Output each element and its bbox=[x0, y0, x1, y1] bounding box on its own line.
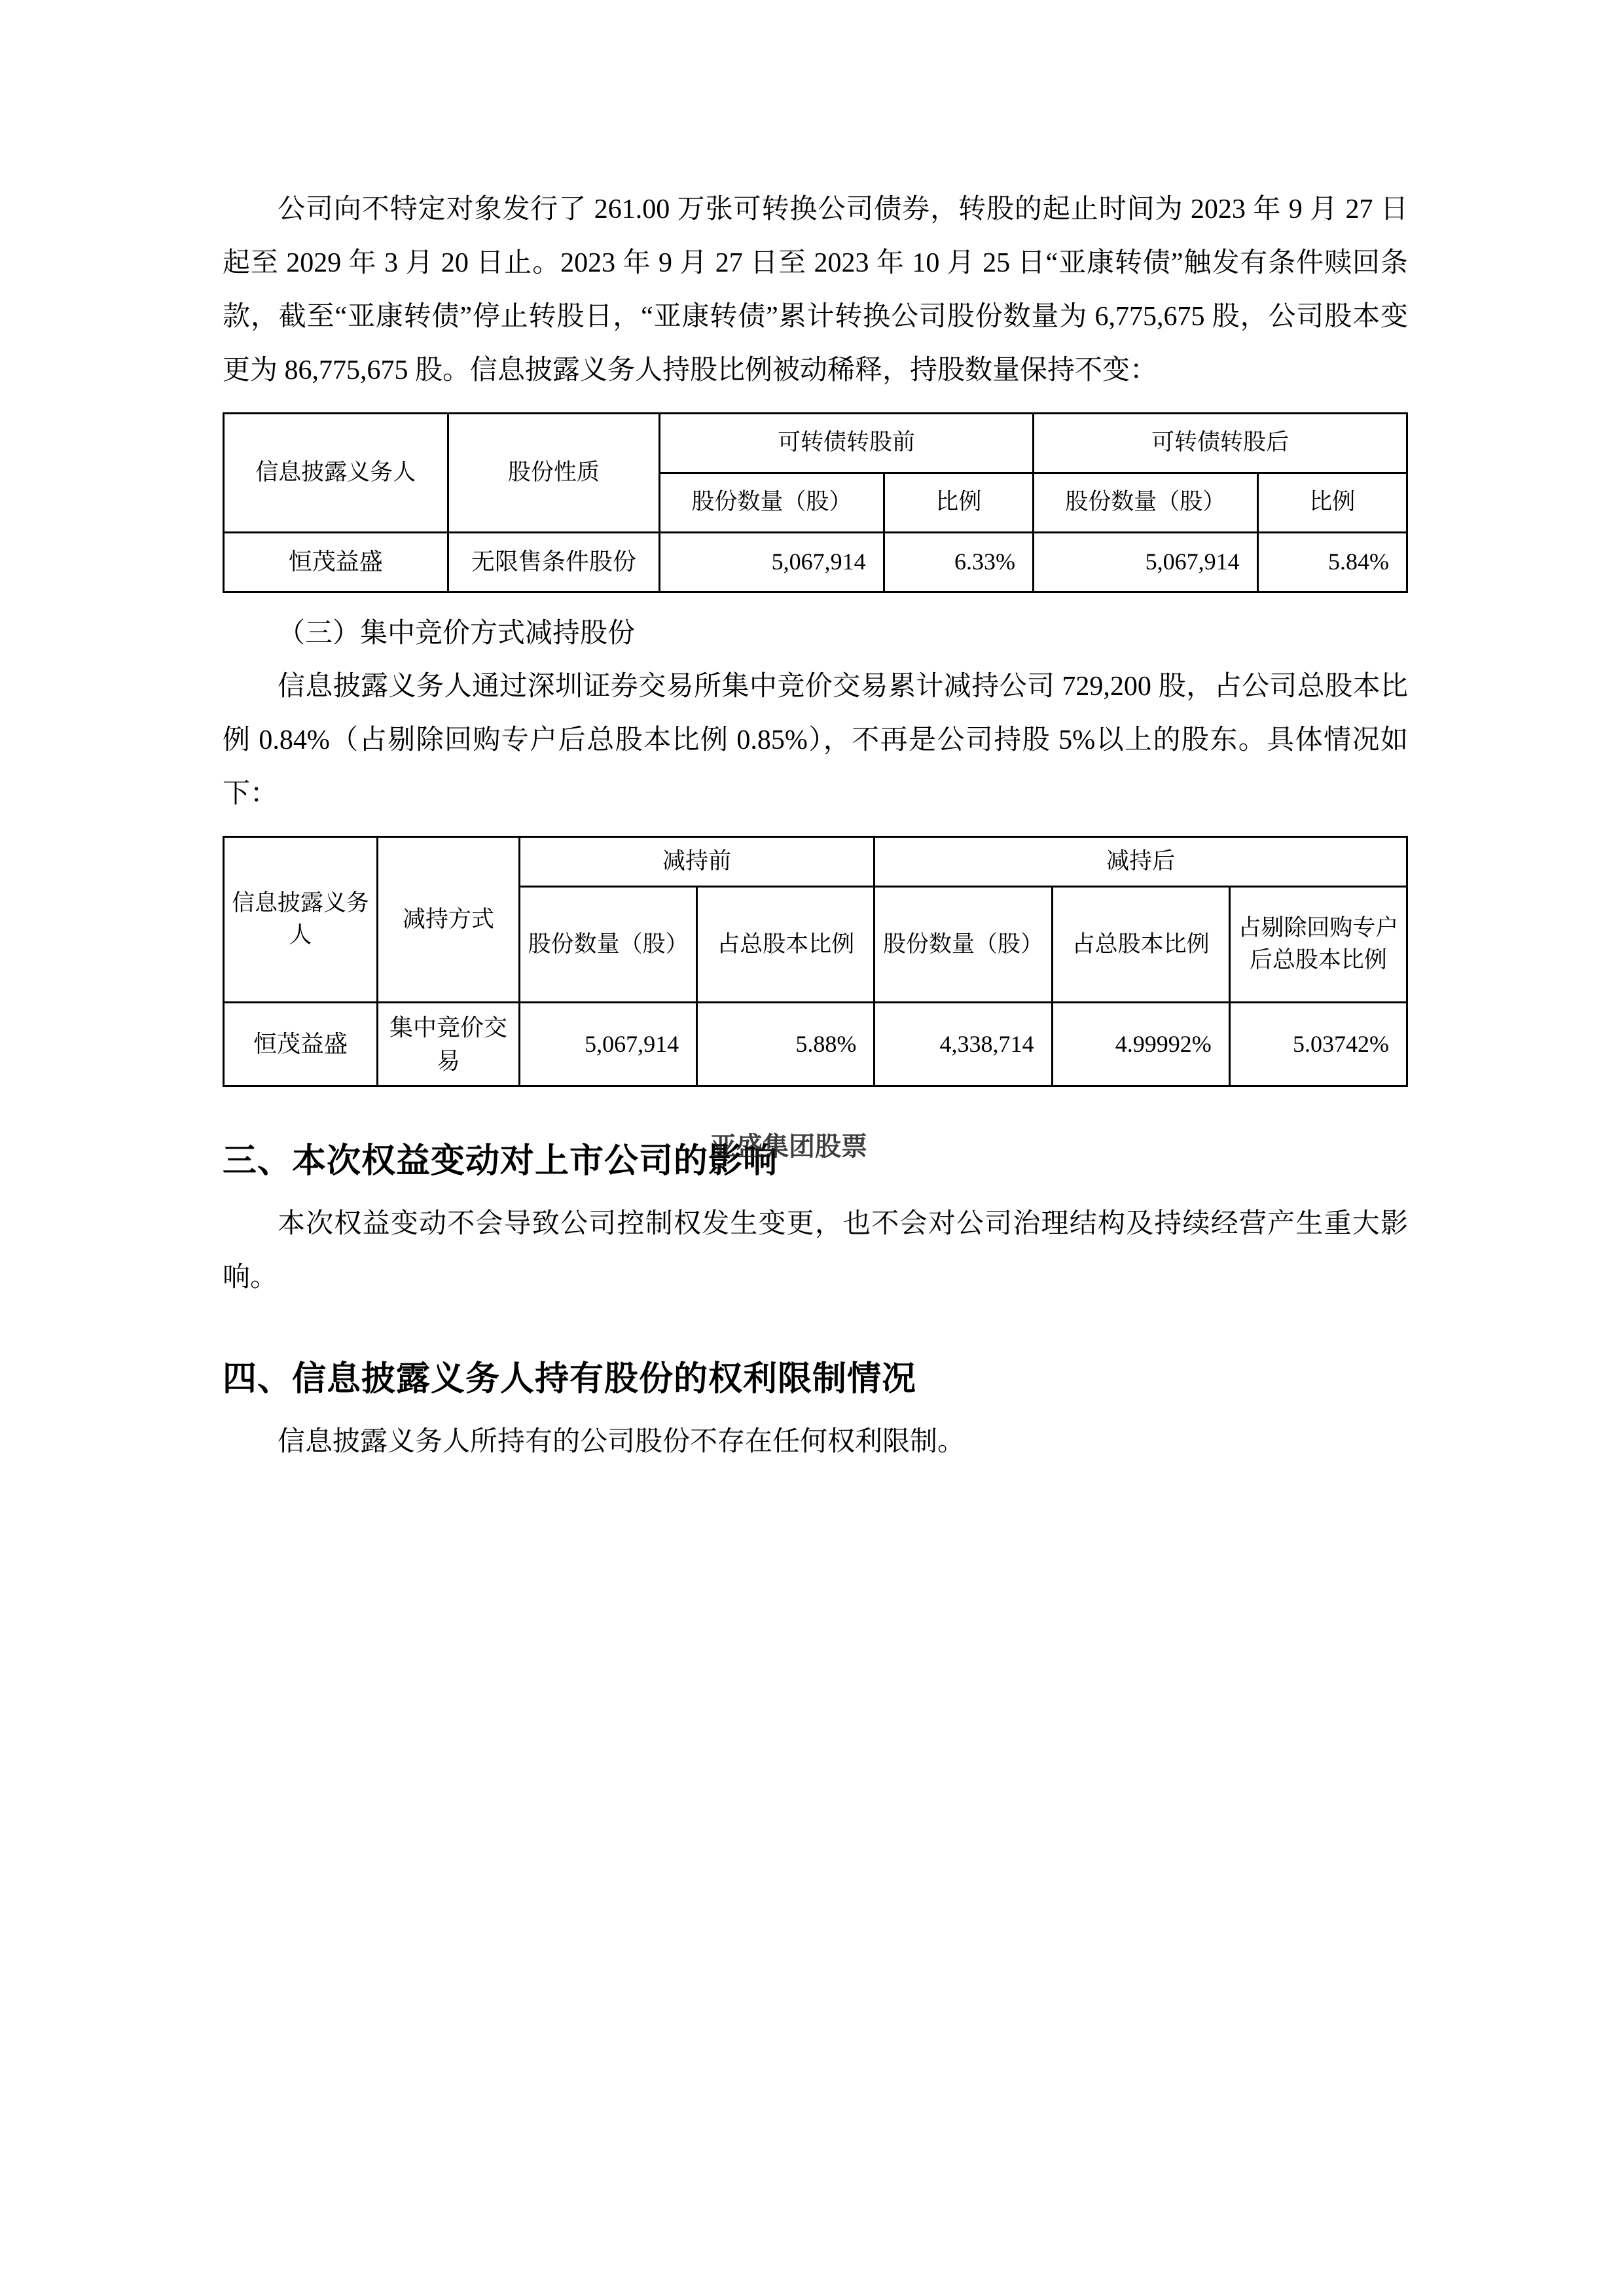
table-header-row bbox=[224, 413, 1407, 473]
table1-group-before: 可转债转股前 bbox=[660, 413, 1034, 473]
table1-col-after-shares: 股份数量（股） bbox=[1034, 473, 1258, 532]
table2-cell-after-ratio-ex: 5.03742% bbox=[1229, 1003, 1407, 1086]
table-convertible-bond-conversion bbox=[223, 412, 1408, 593]
table-share-reduction bbox=[223, 836, 1408, 1087]
table1-cell-before-ratio: 6.33% bbox=[884, 532, 1033, 592]
table1-col-before-shares: 股份数量（股） bbox=[660, 473, 884, 532]
heading-section-three: 三、本次权益变动对上市公司的影响 bbox=[223, 1141, 778, 1181]
table1-col-after-ratio: 比例 bbox=[1257, 473, 1407, 532]
table2-group-after: 减持后 bbox=[875, 837, 1407, 887]
table1-cell-before-shares: 5,067,914 bbox=[660, 532, 884, 592]
table2-col-after-shares: 股份数量（股） bbox=[875, 887, 1052, 1003]
table2-col-after-ratio-ex: 占剔除回购专户后总股本比例 bbox=[1229, 887, 1407, 1003]
table2-cell-holder: 恒茂益盛 bbox=[224, 1003, 378, 1086]
table-row bbox=[224, 1003, 1407, 1086]
table2-cell-method: 集中竞价交易 bbox=[378, 1003, 520, 1086]
table-header-row bbox=[224, 837, 1407, 887]
table1-col-holder: 信息披露义务人 bbox=[224, 413, 448, 532]
paragraph-impact: 本次权益变动不会导致公司控制权发生变更，也不会对公司治理结构及持续经营产生重大影响。 bbox=[223, 1208, 1408, 1293]
table2-col-method: 减持方式 bbox=[378, 837, 520, 1003]
table2-col-holder: 信息披露义务人 bbox=[224, 837, 378, 1003]
table2-cell-after-shares: 4,338,714 bbox=[875, 1003, 1052, 1086]
table2-col-before-ratio: 占总股本比例 bbox=[697, 887, 875, 1003]
paragraph-rights-restriction: 信息披露义务人所持有的公司股份不存在任何权利限制。 bbox=[278, 1426, 965, 1457]
table1-col-nature: 股份性质 bbox=[448, 413, 660, 532]
table2-col-before-shares: 股份数量（股） bbox=[519, 887, 696, 1003]
table2-cell-before-shares: 5,067,914 bbox=[519, 1003, 696, 1086]
table1-cell-holder: 恒茂益盛 bbox=[224, 532, 448, 592]
watermark-text: 亚盛集团股票 bbox=[710, 1132, 867, 1162]
heading-section-four: 四、信息披露义务人持有股份的权利限制情况 bbox=[223, 1359, 917, 1399]
subheading-three: （三）集中竞价方式减持股份 bbox=[278, 618, 636, 649]
table-row bbox=[224, 532, 1407, 592]
table1-col-before-ratio: 比例 bbox=[884, 473, 1033, 532]
paragraph-centralized-bidding: 信息披露义务人通过深圳证券交易所集中竞价交易累计减持公司 729,200 股，占公司总股本比例 0.84%（占剔除回购专户后总股本比例 0.85%），不再是公司持股 5%以上的股东。具体情况如下： bbox=[223, 672, 1408, 810]
table2-cell-after-ratio: 4.99992% bbox=[1052, 1003, 1229, 1086]
table2-col-after-ratio: 占总股本比例 bbox=[1052, 887, 1229, 1003]
table1-cell-after-ratio: 5.84% bbox=[1257, 532, 1407, 592]
table2-group-before: 减持前 bbox=[519, 837, 874, 887]
table1-cell-nature: 无限售条件股份 bbox=[448, 532, 660, 592]
paragraph-convertible-bond: 公司向不特定对象发行了 261.00 万张可转换公司债券，转股的起止时间为 2023 年 9 月 27 日起至 2029 年 3 月 20 日止。2023 年 9 月 27 日至 2023 年 10 月 25 日“亚康转债”触发有条件赎回条款，截至“亚康转债”停止转股日，“亚康转债”累计转换公司股份数量为 6,775,675 股，公司股本变更为 86,775,675 股。信息披露义务人持股比例被动稀释，持股数量保持不变： bbox=[223, 194, 1408, 386]
table1-group-after: 可转债转股后 bbox=[1034, 413, 1407, 473]
table1-cell-after-shares: 5,067,914 bbox=[1034, 532, 1258, 592]
table2-cell-before-ratio: 5.88% bbox=[697, 1003, 875, 1086]
